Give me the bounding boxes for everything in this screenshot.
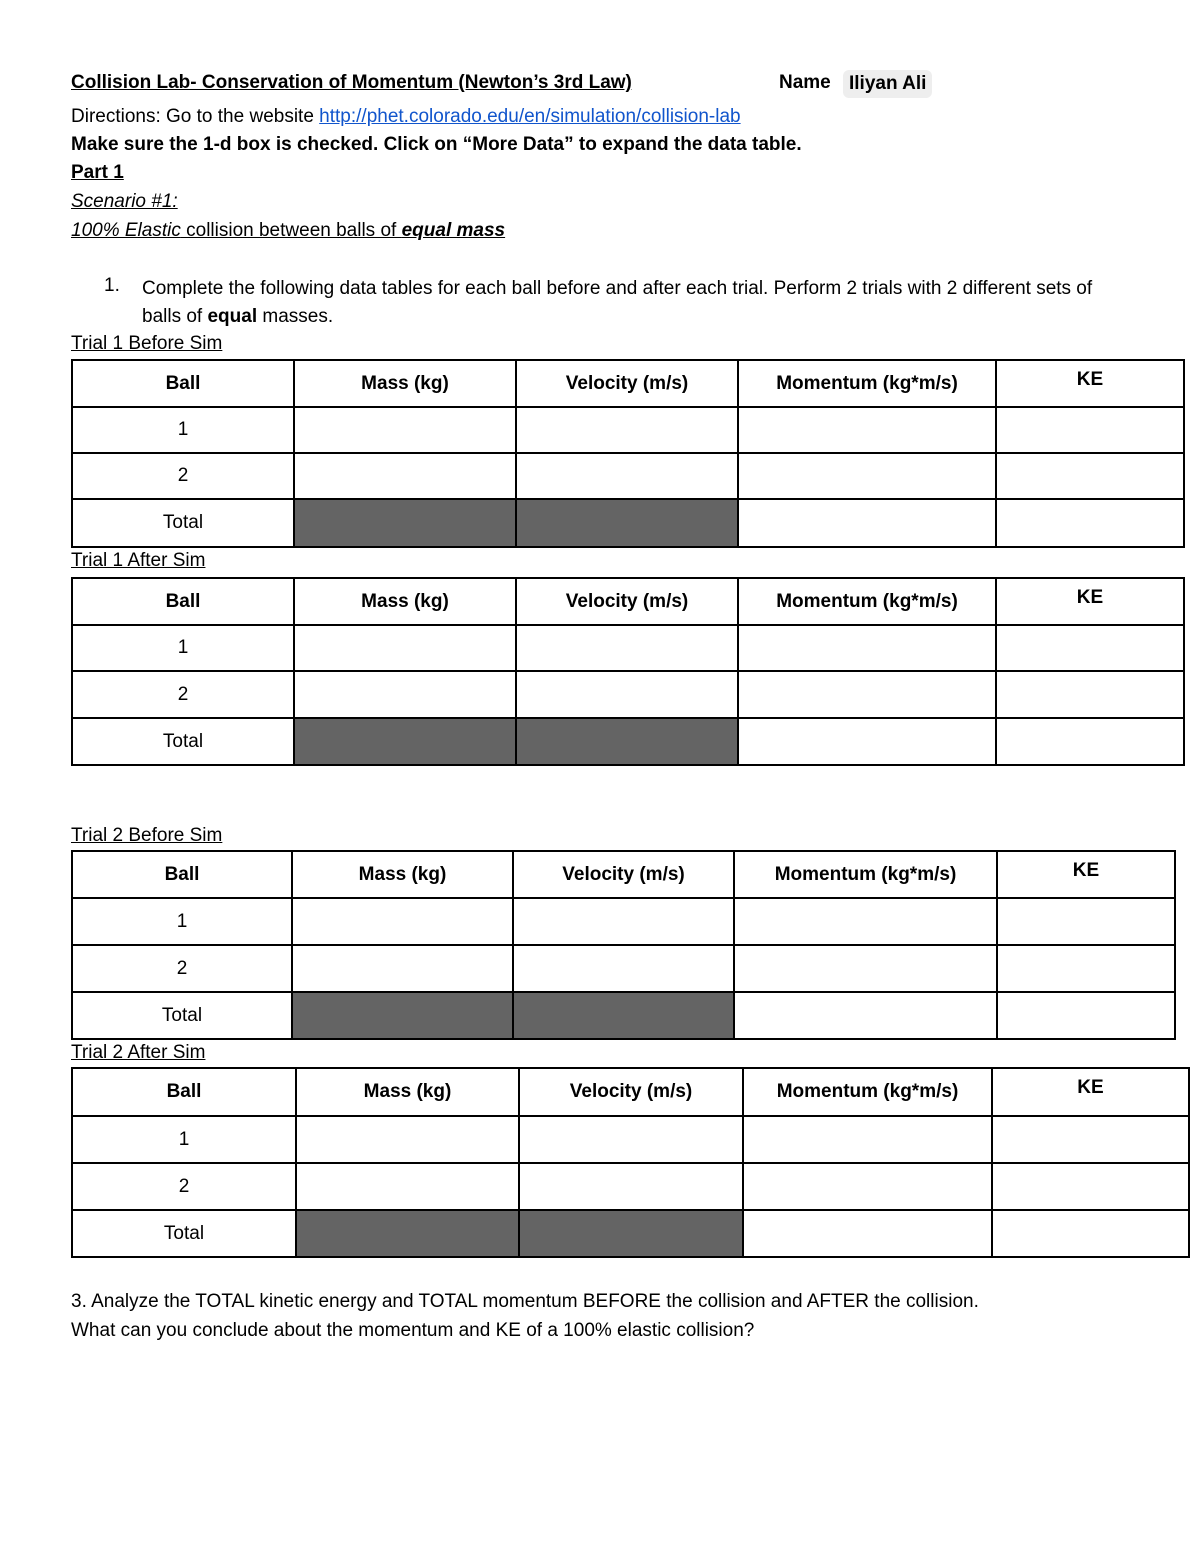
question-3 <box>71 1287 1171 1345</box>
header-velocity: Velocity (m/s) <box>519 1068 743 1116</box>
input-cell[interactable] <box>513 898 734 945</box>
header-momentum: Momentum (kg*m/s) <box>743 1068 992 1116</box>
input-cell[interactable] <box>513 945 734 992</box>
input-cell[interactable] <box>519 1163 743 1210</box>
input-cell[interactable] <box>519 1116 743 1163</box>
input-cell[interactable] <box>294 407 516 453</box>
row-label: 2 <box>72 453 294 499</box>
row-label: 1 <box>72 625 294 671</box>
row-label-total: Total <box>72 1210 296 1257</box>
row-label-total: Total <box>72 992 292 1039</box>
shaded-cell <box>294 718 516 765</box>
data-table-trial1-before <box>71 359 1185 548</box>
row-label: 2 <box>72 671 294 718</box>
header-mass: Mass (kg) <box>292 851 513 898</box>
question-1-text <box>142 275 1102 331</box>
scenario-description <box>71 220 505 242</box>
shaded-cell <box>516 499 738 547</box>
input-cell[interactable] <box>738 407 996 453</box>
input-cell[interactable] <box>296 1116 519 1163</box>
input-cell[interactable] <box>516 671 738 718</box>
input-cell[interactable] <box>734 992 997 1039</box>
input-cell[interactable] <box>996 499 1184 547</box>
directions-prefix: Directions: Go to the website <box>71 106 320 127</box>
header-velocity: Velocity (m/s) <box>513 851 734 898</box>
input-cell[interactable] <box>743 1163 992 1210</box>
header-momentum: Momentum (kg*m/s) <box>738 360 996 407</box>
input-cell[interactable] <box>734 898 997 945</box>
scenario-elastic: 100% Elastic <box>71 220 181 241</box>
input-cell[interactable] <box>996 453 1184 499</box>
input-cell[interactable] <box>738 671 996 718</box>
question-1-text-a: Complete the following data tables for each ball before and after each trial. Perform 2 trials with 2 different sets of balls of <box>142 278 1093 327</box>
input-cell[interactable] <box>734 945 997 992</box>
instruction-line: Make sure the 1-d box is checked. Click on “More Data” to expand the data table. <box>71 134 802 155</box>
header-mass: Mass (kg) <box>294 578 516 625</box>
input-cell[interactable] <box>992 1163 1189 1210</box>
table-caption: Trial 1 Before Sim <box>71 333 223 354</box>
input-cell[interactable] <box>738 718 996 765</box>
header-mass: Mass (kg) <box>296 1068 519 1116</box>
header-ball: Ball <box>72 578 294 625</box>
input-cell[interactable] <box>294 625 516 671</box>
question-3-line1: 3. Analyze the TOTAL kinetic energy and TOTAL momentum BEFORE the collision and AFTER the collision. <box>71 1291 979 1312</box>
header-mass: Mass (kg) <box>294 360 516 407</box>
input-cell[interactable] <box>996 625 1184 671</box>
table-caption: Trial 2 Before Sim <box>71 825 223 846</box>
input-cell[interactable] <box>996 407 1184 453</box>
shaded-cell <box>292 992 513 1039</box>
input-cell[interactable] <box>516 453 738 499</box>
header-momentum: Momentum (kg*m/s) <box>734 851 997 898</box>
input-cell[interactable] <box>743 1210 992 1257</box>
header-ball: Ball <box>72 1068 296 1116</box>
row-label: 1 <box>72 898 292 945</box>
header-ke: KE <box>997 851 1175 898</box>
part-heading: Part 1 <box>71 162 124 183</box>
question-1-text-b: masses. <box>257 306 334 327</box>
shaded-cell <box>513 992 734 1039</box>
header-ball: Ball <box>72 360 294 407</box>
input-cell[interactable] <box>294 453 516 499</box>
input-cell[interactable] <box>516 625 738 671</box>
input-cell[interactable] <box>743 1116 992 1163</box>
input-cell[interactable] <box>516 407 738 453</box>
shaded-cell <box>519 1210 743 1257</box>
header-ball: Ball <box>72 851 292 898</box>
input-cell[interactable] <box>997 992 1175 1039</box>
name-field[interactable]: Iliyan Ali <box>843 70 932 98</box>
input-cell[interactable] <box>997 945 1175 992</box>
header-velocity: Velocity (m/s) <box>516 360 738 407</box>
simulation-link[interactable]: http://phet.colorado.edu/en/simulation/collision-lab <box>319 106 741 127</box>
header-velocity: Velocity (m/s) <box>516 578 738 625</box>
question-1-text-bold: equal <box>207 306 258 327</box>
shaded-cell <box>294 499 516 547</box>
row-label-total: Total <box>72 718 294 765</box>
table-caption: Trial 2 After Sim <box>71 1042 206 1063</box>
input-cell[interactable] <box>738 453 996 499</box>
data-table-trial2-after <box>71 1067 1190 1258</box>
row-label: 2 <box>72 1163 296 1210</box>
input-cell[interactable] <box>738 499 996 547</box>
header-ke: KE <box>996 360 1184 407</box>
header-ke: KE <box>992 1068 1189 1116</box>
question-3-line2: What can you conclude about the momentum and KE of a 100% elastic collision? <box>71 1320 755 1341</box>
input-cell[interactable] <box>996 718 1184 765</box>
shaded-cell <box>296 1210 519 1257</box>
directions-line <box>71 106 741 128</box>
header-ke: KE <box>996 578 1184 625</box>
row-label: 1 <box>72 407 294 453</box>
row-label-total: Total <box>72 499 294 547</box>
shaded-cell <box>516 718 738 765</box>
scenario-middle: collision between balls of <box>180 220 402 241</box>
scenario-equal-mass: equal mass <box>401 220 506 241</box>
name-label: Name <box>779 72 831 93</box>
input-cell[interactable] <box>992 1116 1189 1163</box>
input-cell[interactable] <box>292 945 513 992</box>
data-table-trial2-before <box>71 850 1176 1040</box>
scenario-label: Scenario #1: <box>71 191 178 212</box>
document-title: Collision Lab- Conservation of Momentum (Newton’s 3rd Law) <box>71 72 632 93</box>
input-cell[interactable] <box>292 898 513 945</box>
row-label: 2 <box>72 945 292 992</box>
input-cell[interactable] <box>294 671 516 718</box>
input-cell[interactable] <box>296 1163 519 1210</box>
table-caption: Trial 1 After Sim <box>71 550 206 571</box>
input-cell[interactable] <box>992 1210 1189 1257</box>
header-momentum: Momentum (kg*m/s) <box>738 578 996 625</box>
row-label: 1 <box>72 1116 296 1163</box>
input-cell[interactable] <box>738 625 996 671</box>
question-1-number: 1. <box>104 275 120 296</box>
input-cell[interactable] <box>997 898 1175 945</box>
input-cell[interactable] <box>996 671 1184 718</box>
data-table-trial1-after <box>71 577 1185 766</box>
